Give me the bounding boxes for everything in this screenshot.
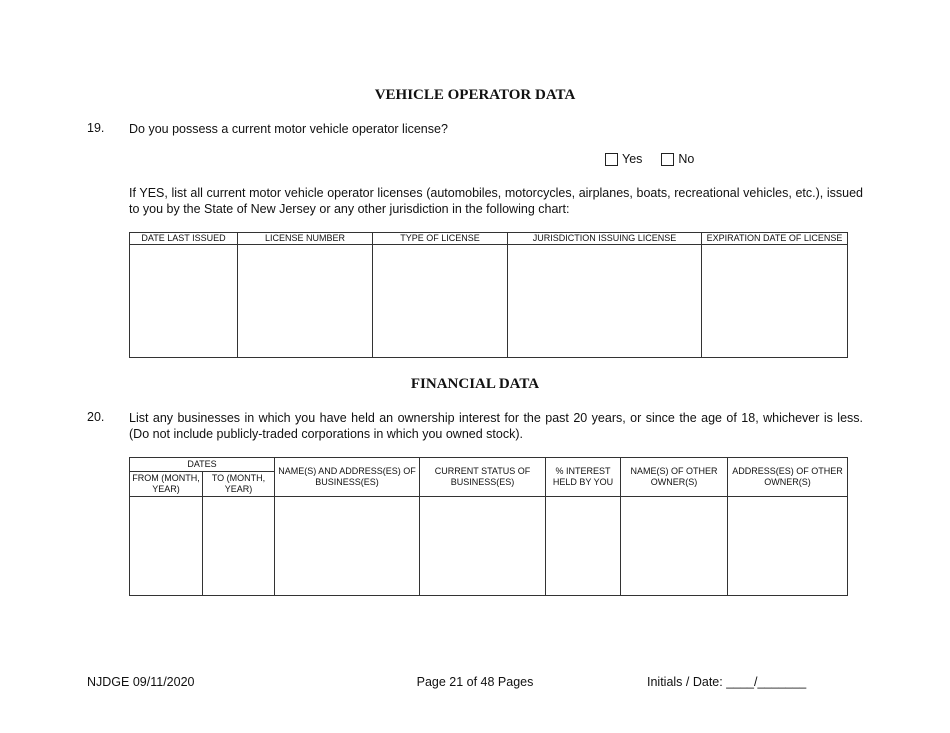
type-of-license-header: TYPE OF LICENSE: [373, 233, 508, 245]
current-status-cell[interactable]: [420, 497, 546, 596]
other-owners-header: NAME(S) OF OTHER OWNER(S): [621, 458, 728, 497]
question-20-text: List any businesses in which you have held an ownership interest for the past 20 years, or since the age of 18, whichever is less. (Do not include publicly-traded corporations in which you owned stock).: [129, 411, 863, 441]
other-owners-cell[interactable]: [621, 497, 728, 596]
jurisdiction-header: JURISDICTION ISSUING LICENSE: [508, 233, 702, 245]
no-label: No: [678, 152, 695, 166]
other-owner-addresses-cell[interactable]: [728, 497, 848, 596]
license-answer-options: [605, 152, 694, 166]
date-last-issued-header: DATE LAST ISSUED: [130, 233, 238, 245]
no-checkbox[interactable]: [661, 153, 674, 166]
from-date-cell[interactable]: [130, 497, 203, 596]
vehicle-operator-heading: VEHICLE OPERATOR DATA: [374, 87, 576, 103]
table-row: [130, 497, 848, 596]
business-names-header: NAME(S) AND ADDRESS(ES) OF BUSINESS(ES): [275, 458, 420, 497]
interest-cell[interactable]: [546, 497, 621, 596]
license-number-header: LICENSE NUMBER: [238, 233, 373, 245]
business-ownership-table: [129, 457, 848, 596]
type-of-license-cell[interactable]: [373, 245, 508, 358]
to-date-header: TO (MONTH, YEAR): [203, 472, 275, 497]
financial-data-heading: FINANCIAL DATA: [410, 376, 540, 392]
interest-header: % INTEREST HELD BY YOU: [546, 458, 621, 497]
question-19-text: Do you possess a current motor vehicle operator license?: [129, 122, 448, 136]
yes-checkbox[interactable]: [605, 153, 618, 166]
date-last-issued-cell[interactable]: [130, 245, 238, 358]
jurisdiction-cell[interactable]: [508, 245, 702, 358]
license-number-cell[interactable]: [238, 245, 373, 358]
to-date-cell[interactable]: [203, 497, 275, 596]
license-table: [129, 232, 848, 358]
current-status-header: CURRENT STATUS OF BUSINESS(ES): [420, 458, 546, 497]
from-date-header: FROM (MONTH, YEAR): [130, 472, 203, 497]
other-owner-addresses-header: ADDRESS(ES) OF OTHER OWNER(S): [728, 458, 848, 497]
question-20-number: 20.: [87, 410, 105, 424]
expiration-date-header: EXPIRATION DATE OF LICENSE: [702, 233, 848, 245]
initials-date: Initials / Date: ____/_______: [647, 675, 807, 689]
question-19-number: 19.: [87, 121, 105, 135]
business-names-cell[interactable]: [275, 497, 420, 596]
yes-label: Yes: [622, 152, 643, 166]
expiration-date-cell[interactable]: [702, 245, 848, 358]
table-row: [130, 245, 848, 358]
page-number: Page 21 of 48 Pages: [416, 675, 534, 689]
dates-header: DATES: [130, 458, 275, 472]
license-instruction: If YES, list all current motor vehicle operator licenses (automobiles, motorcycles, airplanes, boats, recreational vehicles, etc.), issued to you by the State of New Jersey or any other jurisdiction in the following chart:: [129, 186, 863, 216]
form-id: NJDGE 09/11/2020: [87, 675, 195, 689]
